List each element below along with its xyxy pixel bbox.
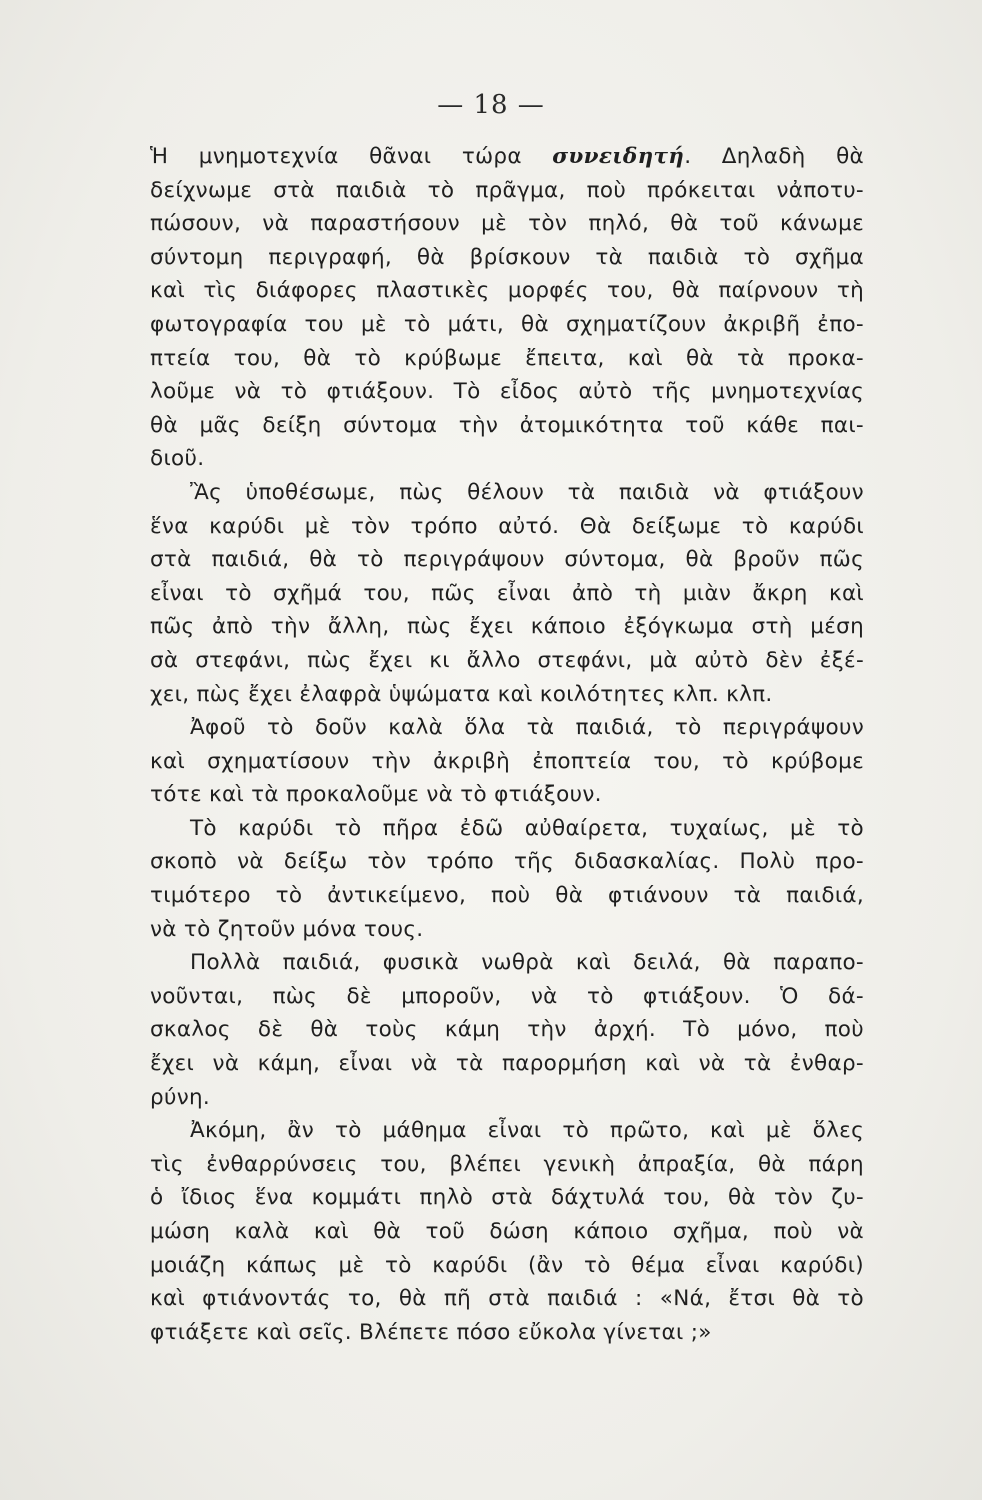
text-line: Ἀφοῦ τὸ δοῦν καλὰ ὅλα τὰ παιδιά, τὸ περιγράψουν (190, 715, 864, 741)
text-line: ἕνα καρύδι μὲ τὸν τρόπο αὐτό. Θὰ δείξωμε τὸ καρύδι (150, 513, 864, 539)
text-line: μώση καλὰ καὶ θὰ τοῦ δώση κάποιο σχῆμα, ποὺ νὰ (150, 1219, 864, 1244)
text-line: χει, πὼς ἔχει ἐλαφρὰ ὑψώματα καὶ κοιλότητες κλπ. κλπ. (150, 681, 773, 707)
text-line: Ἀκόμη, ἂν τὸ μάθημα εἶναι τὸ πρῶτο, καὶ μὲ ὅλες (190, 1118, 864, 1144)
text-line: τιμότερο τὸ ἀντικείμενο, ποὺ θὰ φτιάνουν τὰ παιδιά, (150, 883, 864, 909)
text-segment: . Δηλαδὴ θὰ (684, 144, 864, 169)
text-line: ὁ ἴδιος ἕνα κομμάτι πηλὸ στὰ δάχτυλά του, θὰ τὸν ζυ- (150, 1185, 864, 1211)
text-line: φτιάξετε καὶ σεῖς. Βλέπετε πόσο εὔκολα γίνεται ;» (150, 1319, 712, 1345)
text-line: σκοπὸ νὰ δείξω τὸν τρόπο τῆς διδασκαλίας. Πολὺ προ- (150, 849, 864, 875)
text-line: πώσουν, νὰ παραστήσουν μὲ τὸν πηλό, θὰ τοῦ κάνωμε (150, 211, 864, 237)
text-line: διοῦ. (150, 446, 205, 472)
text-line: σκαλος δὲ θὰ τοὺς κάμη τὴν ἀρχή. Τὸ μόνο, ποὺ (150, 1017, 864, 1043)
text-line: πτεία του, θὰ τὸ κρύβωμε ἔπειτα, καὶ θὰ τὰ προκα- (150, 345, 864, 371)
text-line: καὶ τὶς διάφορες πλαστικὲς μορφές του, θὰ παίρνουν τὴ (150, 278, 864, 304)
text-line: καὶ σχηματίσουν τὴν ἀκριβὴ ἐποπτεία του, τὸ κρύβομε (150, 748, 864, 774)
text-line: νὰ τὸ ζητοῦν μόνα τους. (150, 916, 424, 942)
text-line: μοιάζη κάπως μὲ τὸ καρύδι (ἂν τὸ θέμα εἶναι καρύδι) (150, 1252, 864, 1278)
text-line: σὰ στεφάνι, πὼς ἔχει κι ἄλλο στεφάνι, μὰ αὐτὸ δὲν ἐξέ- (150, 647, 864, 673)
text-line: δείχνωμε στὰ παιδιὰ τὸ πρᾶγμα, ποὺ πρόκειται νἀποτυ- (150, 177, 864, 203)
text-line: Τὸ καρύδι τὸ πῆρα ἐδῶ αὐθαίρετα, τυχαίως, μὲ τὸ (190, 815, 864, 841)
emphasized-word: συνειδητή (552, 144, 685, 169)
text-line: Ἂς ὑποθέσωμε, πὼς θέλουν τὰ παιδιὰ νὰ φτιάξουν (190, 479, 864, 505)
text-line: νοῦνται, πὼς δὲ μποροῦν, νὰ τὸ φτιάξουν. Ὁ δά- (150, 983, 864, 1009)
text-line: Πολλὰ παιδιά, φυσικὰ νωθρὰ καὶ δειλά, θὰ παραπο- (190, 950, 864, 976)
body-text (150, 140, 864, 1349)
text-line (150, 140, 864, 174)
text-segment: Ἡ μνημοτεχνία θᾶναι τώρα (150, 144, 522, 169)
text-line: πῶς ἀπὸ τὴν ἄλλη, πὼς ἔχει κάποιο ἐξόγκωμα στὴ μέση (150, 614, 864, 640)
text-line: τὶς ἐνθαρρύνσεις του, βλέπει γενικὴ ἀπραξία, θὰ πάρη (150, 1151, 864, 1177)
text-line: φωτογραφία του μὲ τὸ μάτι, θὰ σχηματίζουν ἀκριβῆ ἐπο- (150, 311, 864, 337)
text-line: καὶ φτιάνοντάς το, θὰ πῆ στὰ παιδιά : «Νά, ἔτσι θὰ τὸ (150, 1286, 864, 1312)
text-line: τότε καὶ τὰ προκαλοῦμε νὰ τὸ φτιάξουν. (150, 782, 602, 808)
text-line: εἶναι τὸ σχῆμά του, πῶς εἶναι ἀπὸ τὴ μιὰν ἄκρη καὶ (150, 580, 864, 606)
text-line: ἔχει νὰ κάμη, εἶναι νὰ τὰ παρορμήση καὶ νὰ τὰ ἐνθαρ- (150, 1051, 864, 1077)
text-line: στὰ παιδιά, θὰ τὸ περιγράψουν σύντομα, θὰ βροῦν πῶς (150, 547, 864, 573)
text-line: ρύνη. (150, 1084, 211, 1110)
page-number: — 18 — (437, 90, 545, 120)
text-line: λοῦμε νὰ τὸ φτιάξουν. Τὸ εἶδος αὐτὸ τῆς μνημοτεχνίας (150, 379, 864, 405)
text-line: θὰ μᾶς δείξη σύντομα τὴν ἀτομικότητα τοῦ κάθε παι- (150, 412, 864, 438)
text-line: σύντομη περιγραφή, θὰ βρίσκουν τὰ παιδιὰ τὸ σχῆμα (150, 244, 864, 270)
